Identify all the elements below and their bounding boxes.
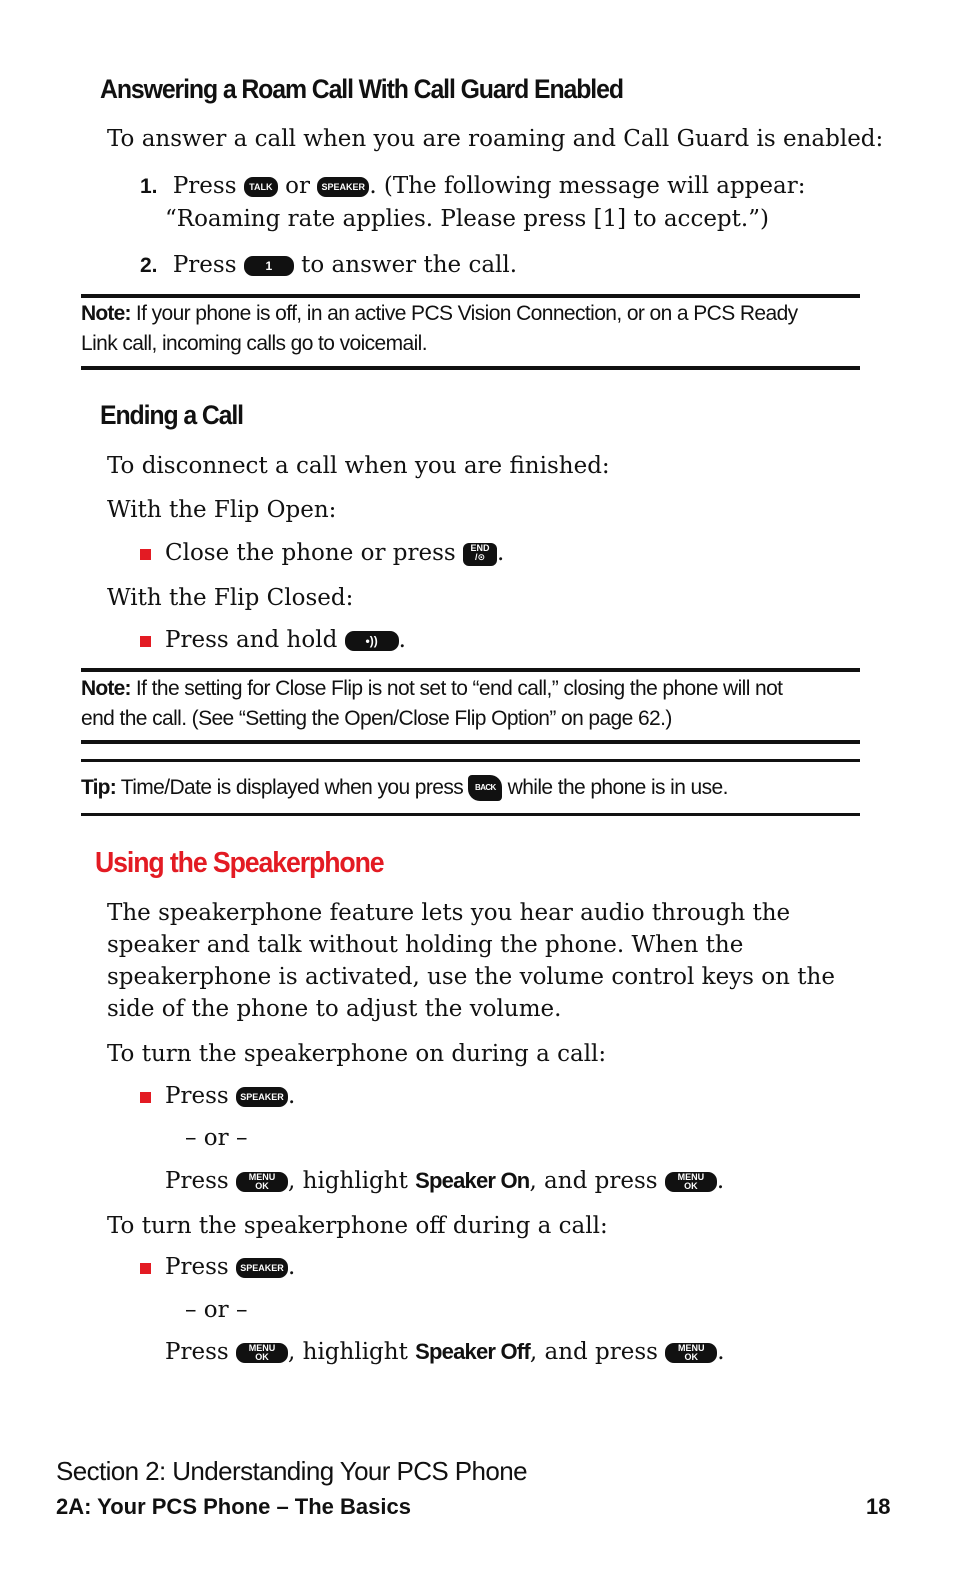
note-bottom-rule: [81, 366, 860, 370]
note-text: If your phone is off, in an active PCS Vision Connection, or on a PCS Ready: [135, 302, 798, 325]
speaker-off-bullet: Press SPEAKER .: [140, 1251, 295, 1283]
speaker-off-option: Speaker Off: [415, 1339, 530, 1364]
talk-key-icon: TALK: [244, 177, 278, 197]
step-text: Press: [172, 173, 237, 199]
tip-top-rule: [81, 759, 860, 762]
speaker-key-icon: SPEAKER: [236, 1087, 288, 1107]
menu-key-label: MENU: [248, 1343, 276, 1353]
step-text: , and press: [529, 1339, 658, 1365]
one-key-icon: 1: [244, 256, 294, 276]
footer-section-title: Section 2: Understanding Your PCS Phone: [56, 1456, 527, 1486]
back-key-icon: BACK: [468, 775, 502, 801]
step-text: or: [285, 173, 310, 199]
menu-ok-key-icon: [236, 1172, 288, 1192]
ok-key-label: OK: [684, 1181, 698, 1191]
end-key-label: END: [470, 542, 490, 553]
ending-call-heading: Ending a Call: [100, 400, 243, 430]
flip-open-label: With the Flip Open:: [107, 497, 337, 523]
tip-text: while the phone is in use.: [507, 776, 728, 799]
speaker-key-icon: SPEAKER: [236, 1258, 288, 1278]
bullet-square-icon: [140, 1263, 151, 1274]
bullet-square-icon: [140, 549, 151, 560]
note-top-rule: [81, 294, 860, 298]
tip-text: Time/Date is displayed when you press: [120, 776, 464, 799]
roam-step-1: [140, 170, 805, 203]
step-text: . (The following message will appear:: [369, 173, 806, 199]
flip-closed-bullet: Press and hold •)) .: [140, 624, 406, 656]
note-top-rule: [81, 668, 860, 672]
roam-call-heading: Answering a Roam Call With Call Guard Enabled: [100, 74, 623, 104]
step-text: Press: [165, 1168, 229, 1194]
bullet-text: Press: [165, 1254, 229, 1280]
menu-key-label: MENU: [678, 1343, 705, 1353]
bullet-square-icon: [140, 1092, 151, 1103]
note-text: Link call, incoming calls go to voicemail.: [81, 332, 427, 355]
step-text: , and press: [529, 1168, 658, 1194]
step-text: to answer the call.: [301, 252, 518, 278]
menu-ok-key-icon: [665, 1343, 717, 1363]
flip-closed-label: With the Flip Closed:: [107, 585, 354, 611]
bullet-text: Press: [165, 1083, 229, 1109]
ok-key-label: OK: [684, 1352, 699, 1362]
tip-time-date: [81, 773, 728, 803]
menu-key-label: MENU: [677, 1172, 705, 1182]
speakerphone-heading: Using the Speakerphone: [95, 847, 384, 879]
speaker-off-intro: To turn the speakerphone off during a call:: [107, 1213, 608, 1239]
end-key-icon: [463, 543, 497, 566]
note-text: If the setting for Close Flip is not set to “end call,” closing the phone will not: [135, 677, 783, 700]
note-voicemail: [81, 299, 798, 359]
or-separator: – or –: [185, 1125, 248, 1151]
speaker-on-bullet: Press SPEAKER .: [140, 1080, 295, 1112]
footer-chapter-title: 2A: Your PCS Phone – The Basics: [56, 1494, 411, 1519]
note-bottom-rule: [81, 740, 860, 744]
ok-key-label: OK: [255, 1181, 269, 1191]
ending-call-intro: To disconnect a call when you are finished:: [107, 453, 610, 479]
page-number: 18: [866, 1494, 891, 1519]
bullet-square-icon: [140, 636, 151, 647]
bullet-text: Close the phone or press: [165, 540, 456, 566]
note-label: Note:: [81, 677, 131, 700]
bullet-text: Press and hold: [165, 627, 338, 653]
side-key-icon: •)): [345, 631, 399, 651]
speaker-on-option: Speaker On: [415, 1168, 530, 1193]
note-text: end the call. (See “Setting the Open/Close Flip Option” on page 62.): [81, 707, 672, 730]
speaker-key-icon: SPEAKER: [317, 177, 369, 197]
step-text: Press: [165, 1339, 229, 1365]
flip-open-bullet: Close the phone or press END /⊙ .: [140, 537, 504, 569]
step-text: , highlight: [288, 1168, 408, 1194]
tip-label: Tip:: [81, 776, 116, 799]
speaker-off-menu-step: Press MENU OK , highlight Speaker Off, and press MENU OK .: [165, 1339, 725, 1365]
menu-ok-key-icon: [236, 1343, 288, 1363]
step-text: , highlight: [288, 1339, 408, 1365]
menu-ok-key-icon: [665, 1172, 717, 1192]
tip-bottom-rule: [81, 813, 860, 816]
step-number: 2.: [140, 254, 158, 277]
note-label: Note:: [81, 302, 131, 325]
roam-step-1-message: “Roaming rate applies. Please press [1] to accept.”): [165, 206, 769, 232]
step-number: 1.: [140, 175, 158, 198]
note-close-flip: [81, 674, 782, 734]
step-text: Press: [172, 252, 237, 278]
menu-key-label: MENU: [248, 1172, 276, 1182]
or-separator: – or –: [185, 1297, 248, 1323]
end-key-power: /⊙: [475, 551, 486, 562]
speaker-on-intro: To turn the speakerphone on during a call:: [107, 1041, 607, 1067]
roam-step-2: [140, 249, 517, 282]
speaker-on-menu-step: Press MENU OK , highlight Speaker On, and press MENU OK .: [165, 1168, 725, 1194]
ok-key-label: OK: [255, 1352, 269, 1362]
roam-call-intro: To answer a call when you are roaming and Call Guard is enabled:: [107, 126, 884, 152]
speakerphone-description: The speakerphone feature lets you hear audio through the speaker and talk without holding the phone. When the speakerphone is activated, use the volume control keys on the side of the phone to adjust the volume.: [107, 900, 835, 1022]
